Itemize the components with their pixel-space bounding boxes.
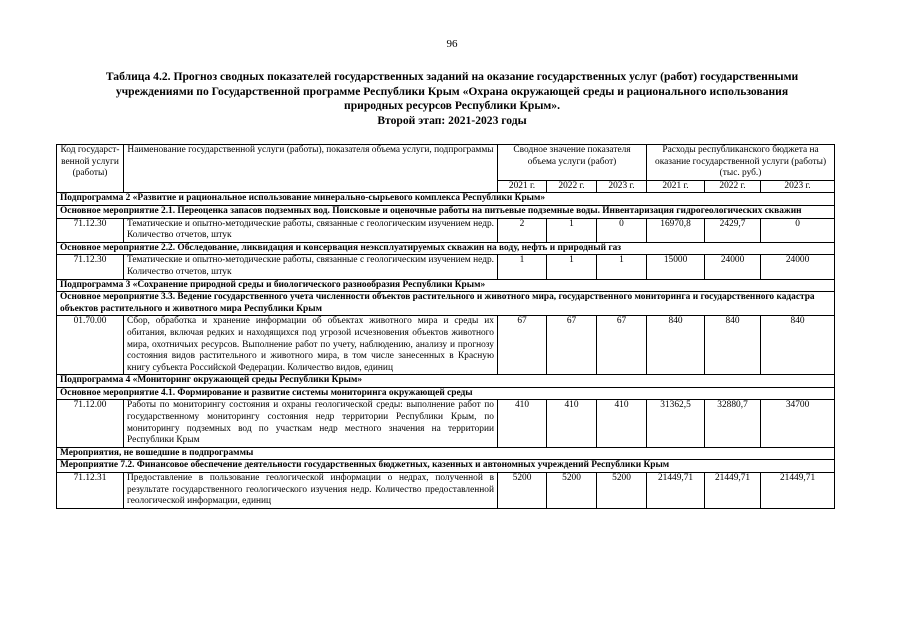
service-code: 01.70.00 (57, 316, 124, 375)
expense-value: 31362,5 (647, 400, 705, 447)
service-name: Тематические и опытно-методические работы, связанные с геологическим изучением недр. Количество отчетов, штук (124, 255, 498, 279)
section-row (57, 387, 835, 400)
title-line-4: Второй этап: 2021-2023 годы (377, 113, 527, 127)
section-title: Подпрограмма 4 «Мониторинг окружающей среды Республики Крым» (57, 375, 835, 388)
service-name: Работы по мониторингу состояния и охраны геологической среды: выполнение работ по государственному мониторингу состояния недр территории Республики Крым, по мониторингу подземных вод по участкам недр местного значения на территории Республики Крым (124, 400, 498, 447)
volume-value: 410 (547, 400, 597, 447)
volume-value: 67 (547, 316, 597, 375)
expense-value: 15000 (647, 255, 705, 279)
section-row (57, 375, 835, 388)
volume-value: 5200 (597, 473, 647, 509)
section-title: Мероприятия, не вошедшие в подпрограммы (57, 447, 835, 460)
expense-value: 24000 (761, 255, 835, 279)
volume-value: 410 (597, 400, 647, 447)
volume-value: 2 (498, 218, 547, 242)
section-row (57, 193, 835, 206)
table-row (57, 255, 835, 279)
section-title: Основное мероприятие 2.1. Переоценка запасов подземных вод. Поисковые и оценочные работы на питьевые подземные воды. Инвентаризация гидрогеологических скважин (57, 205, 835, 218)
service-name: Предоставление в пользование геологической информации о недрах, полученной в результате государственного геологического изучения недр. Количество предоставленной геологической информации, единиц (124, 473, 498, 509)
expense-value: 21449,71 (705, 473, 761, 509)
volume-value: 5200 (498, 473, 547, 509)
volume-value: 67 (498, 316, 547, 375)
table-title (60, 70, 844, 128)
header-year: 2023 г. (761, 180, 835, 193)
section-title: Основное мероприятие 3.3. Ведение государственного учета численности объектов растительного и животного мира, государственного мониторинга и государственного кадастра объектов растительного и животного мира Республики Крым (57, 292, 835, 316)
section-title: Основное мероприятие 4.1. Формирование и развитие системы мониторинга окружающей среды (57, 387, 835, 400)
header-volume: Сводное значение показателя объема услуги (работ) (498, 145, 647, 181)
header-year: 2021 г. (498, 180, 547, 193)
header-code: Код государст-венной услуги (работы) (57, 145, 124, 193)
header-year: 2022 г. (547, 180, 597, 193)
expense-value: 840 (761, 316, 835, 375)
header-year: 2021 г. (647, 180, 705, 193)
expense-value: 0 (761, 218, 835, 242)
section-row (57, 460, 835, 473)
expense-value: 840 (647, 316, 705, 375)
table-row (57, 316, 835, 375)
expense-value: 34700 (761, 400, 835, 447)
expense-value: 840 (705, 316, 761, 375)
volume-value: 67 (597, 316, 647, 375)
section-row (57, 292, 835, 316)
expense-value: 16970,8 (647, 218, 705, 242)
volume-value: 1 (547, 218, 597, 242)
header-name: Наименование государственной услуги (работы), показателя объема услуги, подпрограммы (124, 145, 498, 193)
section-title: Подпрограмма 3 «Сохранение природной среды и биологического разнообразия Республики Крым» (57, 279, 835, 292)
header-expenses: Расходы республиканского бюджета на оказание государственной услуги (работы) (тыс. руб.) (647, 145, 835, 181)
section-row (57, 447, 835, 460)
title-line-3: природных ресурсов Республики Крым». (344, 99, 560, 112)
title-line-1: Таблица 4.2. Прогноз сводных показателей государственных заданий на оказание государственных услуг (работ) государственными (105, 70, 799, 83)
title-line-2: учреждениями по Государственной программе Республики Крым «Охрана окружающей среды и рационального использования (115, 84, 789, 98)
header-year: 2022 г. (705, 180, 761, 193)
service-code: 71.12.31 (57, 473, 124, 509)
service-name: Сбор, обработка и хранение информации об объектах животного мира и среды их обитания, включая редких и находящихся под угрозой исчезновения объектов животного мира, охотничьих ресурсов. Выполнение работ по учету, наблюдению, анализу и прогнозу состояния видов растительного и животного мира, в том числе занесенных в Красную книгу субъекта Российской Федерации. Количество видов, единиц (124, 316, 498, 375)
volume-value: 1 (498, 255, 547, 279)
expense-value: 21449,71 (647, 473, 705, 509)
expense-value: 2429,7 (705, 218, 761, 242)
volume-value: 1 (547, 255, 597, 279)
expense-value: 32880,7 (705, 400, 761, 447)
section-row (57, 205, 835, 218)
section-title: Основное мероприятие 2.2. Обследование, ликвидация и консервация неэксплуатируемых скважин на воду, нефть и природный газ (57, 242, 835, 255)
service-name: Тематические и опытно-методические работы, связанные с геологическим изучением недр. Количество отчетов, штук (124, 218, 498, 242)
service-code: 71.12.00 (57, 400, 124, 447)
service-code: 71.12.30 (57, 218, 124, 242)
expense-value: 21449,71 (761, 473, 835, 509)
table-row (57, 400, 835, 447)
expense-value: 24000 (705, 255, 761, 279)
section-row (57, 279, 835, 292)
volume-value: 5200 (547, 473, 597, 509)
section-title: Мероприятие 7.2. Финансовое обеспечение деятельности государственных бюджетных, казенных и автономных учреждений Республики Крым (57, 460, 835, 473)
volume-value: 410 (498, 400, 547, 447)
page-number: 96 (446, 38, 458, 50)
section-title: Подпрограмма 2 «Развитие и рациональное использование минерально-сырьевого комплекса Республики Крым» (57, 193, 835, 206)
table-row (57, 218, 835, 242)
section-row (57, 242, 835, 255)
header-year: 2023 г. (597, 180, 647, 193)
service-code: 71.12.30 (57, 255, 124, 279)
table-body (57, 193, 835, 508)
volume-value: 0 (597, 218, 647, 242)
volume-value: 1 (597, 255, 647, 279)
forecast-table (56, 144, 835, 509)
table-row (57, 473, 835, 509)
